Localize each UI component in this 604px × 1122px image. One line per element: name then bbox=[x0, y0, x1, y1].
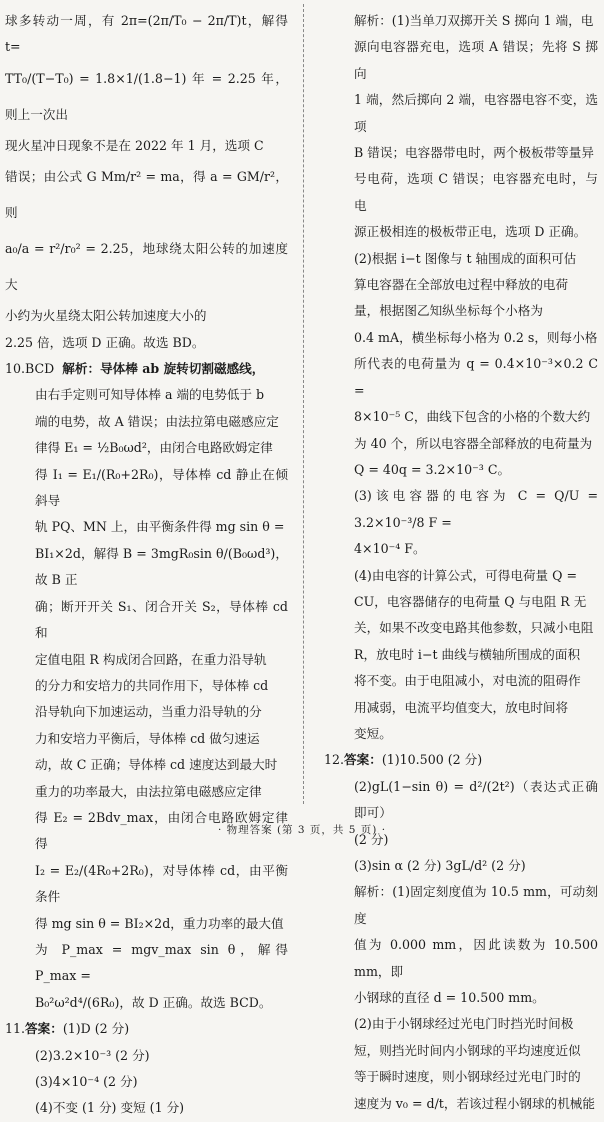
text-line: 重力的功率最大，由法拉第电磁感应定律 bbox=[35, 783, 262, 799]
text-line: 律得 E₁ = ½B₀ωd²，由闭合电路欧姆定律 bbox=[35, 440, 273, 456]
analysis-part-3 bbox=[324, 483, 598, 562]
text-line: 动，故 C 正确；导体棒 cd 速度达到最大时 bbox=[35, 757, 278, 773]
text-line: 1 端，然后掷向 2 端，电容器电容不变，选项 bbox=[354, 92, 598, 134]
question-12 bbox=[324, 747, 598, 879]
question-number: 11. bbox=[5, 1021, 26, 1037]
right-column bbox=[324, 8, 598, 1117]
text-line: 解析：(1)固定刻度值为 10.5 mm，可动刻度 bbox=[354, 884, 598, 926]
answer-line: (1)10.500 (2 分) bbox=[381, 752, 483, 768]
text-line: 速度为 v₀ = d/t，若该过程小钢球的机械能 bbox=[354, 1095, 595, 1111]
text-line: 定值电阻 R 构成闭合回路，在重力沿导轨 bbox=[35, 651, 267, 667]
question-10 bbox=[5, 356, 288, 1016]
text-line: 端的电势，故 A 错误；由法拉第电磁感应定 bbox=[35, 413, 279, 429]
text-line: 现火星冲日现象不是在 2022 年 1 月，选项 C bbox=[5, 137, 264, 153]
text-line: 小约为火星绕太阳公转加速度大小的 bbox=[5, 308, 207, 324]
text-line: 为 P_max = mgv_max sin θ，解得 P_max = bbox=[35, 941, 288, 984]
q10-heading bbox=[5, 356, 288, 382]
text-line: 错误；由公式 G Mm/r² = ma，得 a = GM/r²，则 bbox=[5, 169, 288, 221]
text-line: a₀/a = r²/r₀² = 2.25，地球绕太阳公转的加速度大 bbox=[5, 241, 288, 293]
answer-key: BCD bbox=[25, 361, 55, 377]
text-line: 短，则挡光时间内小钢球的平均速度近似 bbox=[354, 1042, 581, 1058]
text-line: 确；断开开关 S₁、闭合开关 S₂，导体棒 cd 和 bbox=[35, 598, 288, 641]
q11-answers bbox=[5, 1043, 288, 1122]
question-11 bbox=[5, 1016, 288, 1122]
text-line: 源向电容器充电，选项 A 错误；先将 S 掷向 bbox=[354, 39, 598, 81]
text-line: 算电容器在全部放电过程中释放的电荷 bbox=[354, 277, 569, 293]
question-number: 10. bbox=[5, 361, 26, 377]
text-line: 关，如果不改变电路其他参数，只减小电阻 bbox=[354, 620, 594, 636]
question-number: 12. bbox=[324, 752, 345, 768]
text-line: 沿导轨向下加速运动，当重力沿导轨的分 bbox=[35, 704, 262, 720]
text-line: (2 分) bbox=[354, 831, 389, 847]
q11-heading bbox=[5, 1016, 288, 1042]
text-line: 用减弱，电流平均值变大，放电时间将 bbox=[354, 699, 569, 715]
text-line: 变短。 bbox=[354, 725, 392, 741]
analysis-part-4 bbox=[324, 563, 598, 748]
text-line: 得 I₁ = E₁/(R₀+2R₀)，导体棒 cd 静止在倾斜导 bbox=[35, 466, 288, 509]
text-line: 的分力和安培力的共同作用下，导体棒 cd bbox=[35, 677, 269, 693]
text-line: R，放电时 i−t 曲线与横轴所围成的面积 bbox=[354, 646, 581, 662]
q10-analysis bbox=[5, 382, 288, 1016]
text-line: 球多转动一周，有 2π=(2π/T₀ − 2π/T)t，解得 t= bbox=[5, 13, 288, 55]
analysis-part-1 bbox=[324, 8, 598, 246]
text-line: BI₁×2d，解得 B = 3mgR₀sin θ/(B₀ωd³)，故 B 正 bbox=[35, 545, 288, 588]
text-line: 量，根据图乙知纵坐标每个小格为 bbox=[354, 303, 543, 319]
text-line: CU，电容器储存的电荷量 Q 与电阻 R 无 bbox=[354, 593, 587, 609]
text-line: 为 40 个，所以电容器全部释放的电荷量为 bbox=[354, 435, 593, 451]
text-line: 8×10⁻⁵ C，曲线下包含的小格的个数大约 bbox=[354, 409, 591, 425]
text-line: 等于瞬时速度，则小钢球经过光电门时的 bbox=[354, 1069, 581, 1085]
text-line: 力和安培力平衡后，导体棒 cd 做匀速运 bbox=[35, 730, 260, 746]
text-line: 得 mg sin θ = BI₂×2d，重力功率的最大值 bbox=[35, 915, 284, 931]
left-column bbox=[5, 8, 288, 1122]
text-line: (2)根据 i−t 图像与 t 轴围成的面积可估 bbox=[354, 250, 577, 266]
answer-label: 答案： bbox=[344, 752, 382, 768]
text-line: 小钢球的直径 d = 10.500 mm。 bbox=[354, 990, 545, 1006]
page-footer: · 物理答案 (第 3 页，共 5 页) · bbox=[217, 824, 387, 836]
text-line: 2.25 倍，选项 D 正确。故选 BD。 bbox=[5, 334, 205, 350]
text-line: 得 E₂ = 2Bdv_max，由闭合电路欧姆定律得 bbox=[35, 809, 288, 852]
text-line: (2)由于小钢球经过光电门时挡光时间极 bbox=[354, 1016, 574, 1032]
column-divider bbox=[303, 4, 304, 804]
text-line: (4)由电容的计算公式，可得电荷量 Q = bbox=[354, 567, 578, 583]
text-line: (4)不变 (1 分) 变短 (1 分) bbox=[35, 1100, 185, 1116]
analysis-part-6 bbox=[324, 1011, 598, 1117]
text-line: 值为 0.000 mm，因此读数为 10.500 mm，即 bbox=[354, 937, 598, 979]
analysis-part-5 bbox=[324, 879, 598, 1011]
analysis-line: 解析：导体棒 ab 旋转切割磁感线， bbox=[62, 361, 265, 377]
text-line: (3)该电容器的电容为 C = Q/U = 3.2×10⁻³/8 F = bbox=[354, 488, 598, 530]
text-line: 号电荷，选项 C 错误；电容器充电时，与电 bbox=[354, 171, 598, 213]
text-line: (3)sin α (2 分) 3gL/d² (2 分) bbox=[354, 858, 526, 873]
text-line: 解析：(1)当单刀双掷开关 S 掷向 1 端，电 bbox=[354, 13, 594, 28]
text-line: 将不变。由于电阻减小，对电流的阻碍作 bbox=[354, 673, 581, 689]
text-line: 所代表的电荷量为 q = 0.4×10⁻³×0.2 C = bbox=[354, 356, 598, 398]
text-line: 轨 PQ、MN 上，由平衡条件得 mg sin θ = bbox=[35, 519, 285, 535]
q12-heading bbox=[324, 747, 598, 773]
answer-line: (1)D (2 分) bbox=[62, 1021, 130, 1037]
text-line: 源正极相连的极板带正电，选项 D 正确。 bbox=[354, 224, 587, 240]
text-line: (2)3.2×10⁻³ (2 分) bbox=[35, 1047, 150, 1063]
text-line: (2)gL(1−sin θ) = d²/(2t²)（表达式正确即可） bbox=[354, 778, 598, 821]
text-line: TT₀/(T−T₀) = 1.8×1/(1.8−1) 年 = 2.25 年，则上一次出 bbox=[5, 70, 288, 122]
text-line: 4×10⁻⁴ F。 bbox=[354, 541, 426, 557]
text-line: B 错误；电容器带电时，两个极板带等量异 bbox=[354, 145, 594, 161]
text-line: 0.4 mA，横坐标每小格为 0.2 s，则每小格 bbox=[354, 329, 598, 345]
text-line: Q = 40q = 3.2×10⁻³ C。 bbox=[354, 461, 511, 477]
text-line: (3)4×10⁻⁴ (2 分) bbox=[35, 1074, 138, 1089]
text-line: B₀²ω²d⁴/(6R₀)，故 D 正确。故选 BCD。 bbox=[35, 994, 272, 1010]
text-line: I₂ = E₂/(4R₀+2R₀)，对导体棒 cd，由平衡条件 bbox=[35, 862, 288, 905]
answer-label: 答案： bbox=[25, 1021, 63, 1037]
text-line: 由右手定则可知导体棒 a 端的电势低于 b bbox=[35, 387, 265, 403]
analysis-part-2 bbox=[324, 246, 598, 484]
